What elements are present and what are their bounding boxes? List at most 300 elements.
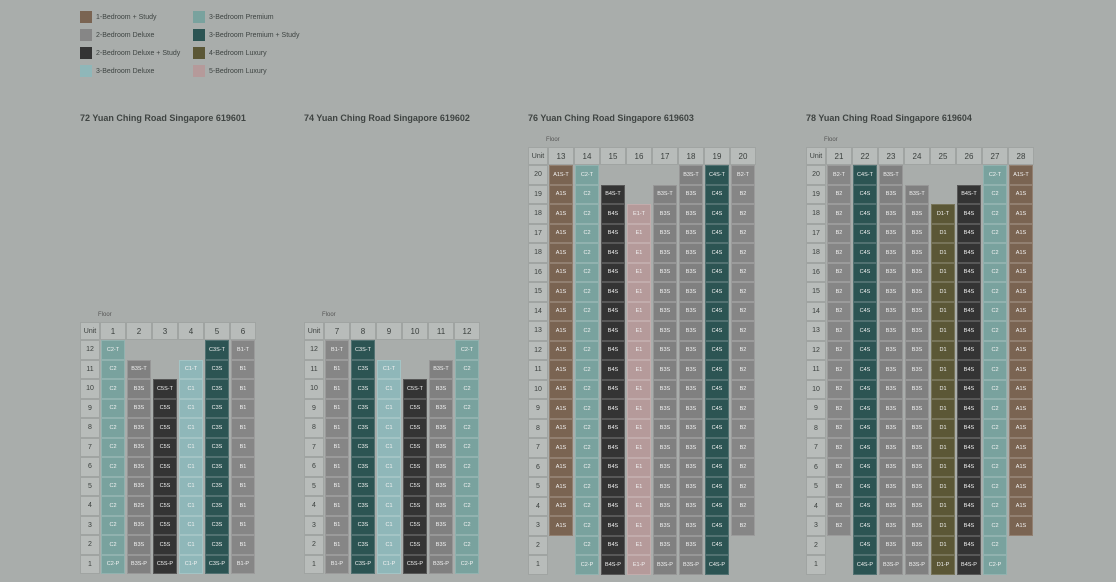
- unit-cell[interactable]: C2: [575, 243, 599, 263]
- unit-cell[interactable]: B3S: [679, 536, 703, 556]
- unit-cell[interactable]: B3S: [679, 243, 703, 263]
- unit-cell[interactable]: B3S: [127, 399, 151, 419]
- unit-cell[interactable]: C4S: [705, 458, 729, 478]
- unit-cell[interactable]: B4S: [601, 497, 625, 517]
- unit-cell[interactable]: B4S: [957, 419, 981, 439]
- unit-cell[interactable]: B1: [231, 418, 255, 438]
- unit-cell[interactable]: B4S: [601, 477, 625, 497]
- unit-cell[interactable]: A1S: [1009, 360, 1033, 380]
- unit-cell[interactable]: C2: [575, 302, 599, 322]
- unit-cell[interactable]: A1S: [549, 185, 573, 205]
- unit-cell[interactable]: A1S: [1009, 419, 1033, 439]
- unit-cell[interactable]: A1S: [1009, 341, 1033, 361]
- unit-cell[interactable]: C4S: [705, 263, 729, 283]
- unit-cell[interactable]: B2: [731, 243, 755, 263]
- unit-cell[interactable]: B3S: [429, 477, 453, 497]
- unit-cell[interactable]: C2: [983, 204, 1007, 224]
- unit-cell[interactable]: B3S: [879, 341, 903, 361]
- unit-cell[interactable]: B3S: [679, 204, 703, 224]
- unit-cell[interactable]: C2: [983, 360, 1007, 380]
- unit-cell[interactable]: B3S: [653, 302, 677, 322]
- unit-cell[interactable]: A1S: [1009, 497, 1033, 517]
- unit-cell[interactable]: B2: [731, 341, 755, 361]
- unit-cell[interactable]: C3S: [205, 360, 229, 380]
- unit-cell[interactable]: A1S: [549, 204, 573, 224]
- unit-cell[interactable]: B3S: [429, 438, 453, 458]
- unit-cell[interactable]: E1-P: [627, 555, 651, 575]
- unit-cell[interactable]: C4S: [705, 243, 729, 263]
- unit-cell[interactable]: B3S: [653, 204, 677, 224]
- unit-cell[interactable]: B3S: [905, 321, 929, 341]
- unit-cell[interactable]: C2: [983, 263, 1007, 283]
- unit-cell[interactable]: C2: [575, 536, 599, 556]
- unit-cell[interactable]: B1-T: [231, 340, 255, 360]
- unit-cell[interactable]: C4S: [853, 516, 877, 536]
- unit-cell[interactable]: A1S: [1009, 224, 1033, 244]
- unit-cell[interactable]: C2: [983, 516, 1007, 536]
- unit-cell[interactable]: C2: [983, 302, 1007, 322]
- unit-cell[interactable]: B2: [731, 477, 755, 497]
- unit-cell[interactable]: C4S: [853, 438, 877, 458]
- unit-cell[interactable]: C4S: [853, 321, 877, 341]
- unit-cell[interactable]: B3S-T: [429, 360, 453, 380]
- unit-cell[interactable]: C4S: [705, 497, 729, 517]
- unit-cell[interactable]: B2: [827, 204, 851, 224]
- unit-cell[interactable]: C3S: [205, 399, 229, 419]
- unit-cell[interactable]: B2: [731, 399, 755, 419]
- unit-cell[interactable]: C2: [101, 438, 125, 458]
- unit-cell[interactable]: C5S: [153, 496, 177, 516]
- unit-cell[interactable]: B3S: [679, 438, 703, 458]
- unit-cell[interactable]: C2: [455, 438, 479, 458]
- unit-cell[interactable]: B3S: [905, 477, 929, 497]
- unit-cell[interactable]: B1: [325, 535, 349, 555]
- unit-cell[interactable]: C1: [377, 418, 401, 438]
- unit-cell[interactable]: C2: [983, 458, 1007, 478]
- unit-cell[interactable]: C4S: [853, 419, 877, 439]
- unit-cell[interactable]: B3S: [679, 282, 703, 302]
- unit-cell[interactable]: C2-T: [101, 340, 125, 360]
- unit-cell[interactable]: B3S: [653, 497, 677, 517]
- unit-cell[interactable]: C4S: [705, 302, 729, 322]
- unit-cell[interactable]: B3S: [653, 360, 677, 380]
- unit-cell[interactable]: B3S: [879, 477, 903, 497]
- unit-cell[interactable]: C5S-P: [153, 555, 177, 575]
- unit-cell[interactable]: B4S: [957, 458, 981, 478]
- unit-cell[interactable]: A1S: [549, 438, 573, 458]
- unit-cell[interactable]: C2: [983, 185, 1007, 205]
- unit-cell[interactable]: B3S: [429, 418, 453, 438]
- unit-cell[interactable]: B4S: [601, 282, 625, 302]
- unit-cell[interactable]: C5S: [153, 399, 177, 419]
- unit-cell[interactable]: C3S: [205, 496, 229, 516]
- unit-cell[interactable]: B3S: [905, 380, 929, 400]
- unit-cell[interactable]: B1-P: [325, 555, 349, 575]
- unit-cell[interactable]: B4S: [957, 341, 981, 361]
- unit-cell[interactable]: B3S: [127, 535, 151, 555]
- unit-cell[interactable]: C3S: [351, 438, 375, 458]
- unit-cell[interactable]: B4S: [957, 224, 981, 244]
- unit-cell[interactable]: C4S: [705, 282, 729, 302]
- unit-cell[interactable]: B4S: [957, 263, 981, 283]
- unit-cell[interactable]: B2: [731, 185, 755, 205]
- unit-cell[interactable]: C1: [377, 399, 401, 419]
- unit-cell[interactable]: B4S: [601, 419, 625, 439]
- unit-cell[interactable]: C5S: [153, 438, 177, 458]
- unit-cell[interactable]: B2: [731, 497, 755, 517]
- unit-cell[interactable]: A1S: [549, 399, 573, 419]
- unit-cell[interactable]: C2: [575, 380, 599, 400]
- unit-cell[interactable]: B4S: [957, 380, 981, 400]
- unit-cell[interactable]: A1S: [1009, 321, 1033, 341]
- unit-cell[interactable]: C2: [455, 360, 479, 380]
- unit-cell[interactable]: C3S-P: [351, 555, 375, 575]
- unit-cell[interactable]: C5S-P: [403, 555, 427, 575]
- unit-cell[interactable]: C2: [983, 380, 1007, 400]
- unit-cell[interactable]: E1-T: [627, 204, 651, 224]
- unit-cell[interactable]: B3S: [905, 263, 929, 283]
- unit-cell[interactable]: C4S: [705, 341, 729, 361]
- unit-cell[interactable]: B3S: [679, 497, 703, 517]
- unit-cell[interactable]: C5S: [403, 418, 427, 438]
- unit-cell[interactable]: B4S: [957, 477, 981, 497]
- unit-cell[interactable]: C5S-T: [153, 379, 177, 399]
- unit-cell[interactable]: B1: [325, 360, 349, 380]
- unit-cell[interactable]: B4S: [601, 536, 625, 556]
- unit-cell[interactable]: B3S: [679, 263, 703, 283]
- unit-cell[interactable]: B3S: [905, 458, 929, 478]
- unit-cell[interactable]: B3S: [879, 399, 903, 419]
- unit-cell[interactable]: B2: [827, 380, 851, 400]
- unit-cell[interactable]: A1S: [1009, 204, 1033, 224]
- unit-cell[interactable]: B4S: [601, 380, 625, 400]
- unit-cell[interactable]: B3S-T: [679, 165, 703, 185]
- unit-cell[interactable]: B2: [731, 224, 755, 244]
- unit-cell[interactable]: C3S: [351, 496, 375, 516]
- unit-cell[interactable]: B3S: [879, 380, 903, 400]
- unit-cell[interactable]: C4S: [705, 536, 729, 556]
- unit-cell[interactable]: C2: [575, 341, 599, 361]
- unit-cell[interactable]: B4S: [957, 516, 981, 536]
- unit-cell[interactable]: B3S: [905, 360, 929, 380]
- unit-cell[interactable]: E1: [627, 477, 651, 497]
- unit-cell[interactable]: E1: [627, 224, 651, 244]
- unit-cell[interactable]: B2: [827, 263, 851, 283]
- unit-cell[interactable]: C5S: [153, 516, 177, 536]
- unit-cell[interactable]: C5S: [153, 477, 177, 497]
- unit-cell[interactable]: C3S: [205, 418, 229, 438]
- unit-cell[interactable]: C1-T: [179, 360, 203, 380]
- unit-cell[interactable]: C1: [179, 496, 203, 516]
- unit-cell[interactable]: B3S: [905, 516, 929, 536]
- unit-cell[interactable]: B4S: [601, 458, 625, 478]
- unit-cell[interactable]: E1: [627, 263, 651, 283]
- unit-cell[interactable]: C2: [455, 418, 479, 438]
- unit-cell[interactable]: B3S: [879, 360, 903, 380]
- unit-cell[interactable]: B3S: [905, 497, 929, 517]
- unit-cell[interactable]: C4S-T: [705, 165, 729, 185]
- unit-cell[interactable]: B4S: [957, 321, 981, 341]
- unit-cell[interactable]: C2: [575, 263, 599, 283]
- unit-cell[interactable]: C4S: [705, 321, 729, 341]
- unit-cell[interactable]: E1: [627, 341, 651, 361]
- unit-cell[interactable]: B1: [231, 360, 255, 380]
- unit-cell[interactable]: C4S: [853, 497, 877, 517]
- unit-cell[interactable]: D1: [931, 399, 955, 419]
- unit-cell[interactable]: B3S: [429, 535, 453, 555]
- unit-cell[interactable]: B4S: [601, 243, 625, 263]
- unit-cell[interactable]: B4S: [957, 536, 981, 556]
- unit-cell[interactable]: C3S: [351, 360, 375, 380]
- unit-cell[interactable]: B1: [231, 379, 255, 399]
- unit-cell[interactable]: B3S: [653, 321, 677, 341]
- unit-cell[interactable]: D1-P: [931, 555, 955, 575]
- unit-cell[interactable]: C2: [101, 399, 125, 419]
- unit-cell[interactable]: B4S: [957, 497, 981, 517]
- unit-cell[interactable]: C2: [983, 282, 1007, 302]
- unit-cell[interactable]: C1: [179, 418, 203, 438]
- unit-cell[interactable]: E1: [627, 243, 651, 263]
- unit-cell[interactable]: B3S: [905, 302, 929, 322]
- unit-cell[interactable]: C1: [377, 496, 401, 516]
- unit-cell[interactable]: B3S-P: [905, 555, 929, 575]
- unit-cell[interactable]: B3S: [679, 516, 703, 536]
- unit-cell[interactable]: D1-T: [931, 204, 955, 224]
- unit-cell[interactable]: B3S: [679, 477, 703, 497]
- unit-cell[interactable]: C2-P: [101, 555, 125, 575]
- unit-cell[interactable]: C1: [179, 457, 203, 477]
- unit-cell[interactable]: C4S: [705, 204, 729, 224]
- unit-cell[interactable]: C2: [983, 399, 1007, 419]
- unit-cell[interactable]: C4S-P: [853, 555, 877, 575]
- unit-cell[interactable]: B4S-P: [601, 555, 625, 575]
- unit-cell[interactable]: B3S: [905, 399, 929, 419]
- unit-cell[interactable]: A1S-T: [1009, 165, 1033, 185]
- unit-cell[interactable]: C2-T: [983, 165, 1007, 185]
- unit-cell[interactable]: A1S: [549, 302, 573, 322]
- unit-cell[interactable]: B4S: [601, 341, 625, 361]
- unit-cell[interactable]: B3S: [679, 185, 703, 205]
- unit-cell[interactable]: C2: [575, 224, 599, 244]
- unit-cell[interactable]: B4S: [601, 224, 625, 244]
- unit-cell[interactable]: B2: [827, 302, 851, 322]
- unit-cell[interactable]: B2: [731, 438, 755, 458]
- unit-cell[interactable]: B3S: [653, 438, 677, 458]
- unit-cell[interactable]: B3S-T: [905, 185, 929, 205]
- unit-cell[interactable]: B3S: [653, 477, 677, 497]
- unit-cell[interactable]: B4S-T: [601, 185, 625, 205]
- unit-cell[interactable]: C1: [179, 516, 203, 536]
- unit-cell[interactable]: B3S: [429, 516, 453, 536]
- unit-cell[interactable]: B3S: [879, 282, 903, 302]
- unit-cell[interactable]: A1S: [549, 321, 573, 341]
- unit-cell[interactable]: C1-T: [377, 360, 401, 380]
- unit-cell[interactable]: B3S: [127, 457, 151, 477]
- unit-cell[interactable]: B4S: [957, 438, 981, 458]
- unit-cell[interactable]: A1S: [549, 516, 573, 536]
- unit-cell[interactable]: B3S: [653, 224, 677, 244]
- unit-cell[interactable]: A1S: [1009, 185, 1033, 205]
- unit-cell[interactable]: B3S: [905, 224, 929, 244]
- unit-cell[interactable]: B1: [325, 496, 349, 516]
- unit-cell[interactable]: B4S: [957, 204, 981, 224]
- unit-cell[interactable]: D1: [931, 477, 955, 497]
- unit-cell[interactable]: D1: [931, 263, 955, 283]
- unit-cell[interactable]: C5S: [403, 477, 427, 497]
- unit-cell[interactable]: B4S: [601, 302, 625, 322]
- unit-cell[interactable]: B3S: [653, 380, 677, 400]
- unit-cell[interactable]: D1: [931, 282, 955, 302]
- unit-cell[interactable]: B4S: [957, 243, 981, 263]
- unit-cell[interactable]: C3S: [205, 516, 229, 536]
- unit-cell[interactable]: B3S: [653, 341, 677, 361]
- unit-cell[interactable]: B1: [325, 438, 349, 458]
- unit-cell[interactable]: B1: [231, 496, 255, 516]
- unit-cell[interactable]: B3S-T: [879, 165, 903, 185]
- unit-cell[interactable]: C3S: [205, 535, 229, 555]
- unit-cell[interactable]: A1S: [1009, 477, 1033, 497]
- unit-cell[interactable]: C2: [983, 224, 1007, 244]
- unit-cell[interactable]: B3S-P: [879, 555, 903, 575]
- unit-cell[interactable]: B3S: [679, 321, 703, 341]
- unit-cell[interactable]: B4S: [601, 321, 625, 341]
- unit-cell[interactable]: C5S-T: [403, 379, 427, 399]
- unit-cell[interactable]: C2: [575, 497, 599, 517]
- unit-cell[interactable]: C3S: [351, 477, 375, 497]
- unit-cell[interactable]: C2: [983, 419, 1007, 439]
- unit-cell[interactable]: C2-P: [983, 555, 1007, 575]
- unit-cell[interactable]: B1: [325, 457, 349, 477]
- unit-cell[interactable]: D1: [931, 341, 955, 361]
- unit-cell[interactable]: C4S: [705, 224, 729, 244]
- unit-cell[interactable]: B3S: [653, 419, 677, 439]
- unit-cell[interactable]: B3S: [429, 379, 453, 399]
- unit-cell[interactable]: D1: [931, 321, 955, 341]
- unit-cell[interactable]: A1S: [1009, 282, 1033, 302]
- unit-cell[interactable]: C2-P: [575, 555, 599, 575]
- unit-cell[interactable]: B3S: [679, 302, 703, 322]
- unit-cell[interactable]: B3S: [879, 419, 903, 439]
- unit-cell[interactable]: C3S: [351, 535, 375, 555]
- unit-cell[interactable]: C5S: [403, 535, 427, 555]
- unit-cell[interactable]: B4S: [601, 438, 625, 458]
- unit-cell[interactable]: C4S: [853, 243, 877, 263]
- unit-cell[interactable]: C2-T: [455, 340, 479, 360]
- unit-cell[interactable]: B2: [827, 458, 851, 478]
- unit-cell[interactable]: C2: [455, 399, 479, 419]
- unit-cell[interactable]: C1: [179, 438, 203, 458]
- unit-cell[interactable]: C2: [101, 516, 125, 536]
- unit-cell[interactable]: E1: [627, 282, 651, 302]
- unit-cell[interactable]: B2-T: [731, 165, 755, 185]
- unit-cell[interactable]: B3S: [429, 457, 453, 477]
- unit-cell[interactable]: B2: [731, 321, 755, 341]
- unit-cell[interactable]: C3S: [351, 418, 375, 438]
- unit-cell[interactable]: C2: [575, 477, 599, 497]
- unit-cell[interactable]: B1: [325, 399, 349, 419]
- unit-cell[interactable]: B2: [731, 204, 755, 224]
- unit-cell[interactable]: B3S: [429, 399, 453, 419]
- unit-cell[interactable]: C4S: [853, 185, 877, 205]
- unit-cell[interactable]: C1: [377, 379, 401, 399]
- unit-cell[interactable]: D1: [931, 438, 955, 458]
- unit-cell[interactable]: D1: [931, 419, 955, 439]
- unit-cell[interactable]: E1: [627, 458, 651, 478]
- unit-cell[interactable]: C4S: [853, 341, 877, 361]
- unit-cell[interactable]: B3S: [679, 360, 703, 380]
- unit-cell[interactable]: C4S: [853, 282, 877, 302]
- unit-cell[interactable]: D1: [931, 380, 955, 400]
- unit-cell[interactable]: A1S: [1009, 380, 1033, 400]
- unit-cell[interactable]: B3S: [879, 243, 903, 263]
- unit-cell[interactable]: B3S: [653, 516, 677, 536]
- unit-cell[interactable]: C4S: [853, 458, 877, 478]
- unit-cell[interactable]: C3S-T: [205, 340, 229, 360]
- unit-cell[interactable]: C2: [101, 457, 125, 477]
- unit-cell[interactable]: C5S: [403, 438, 427, 458]
- unit-cell[interactable]: B1: [231, 516, 255, 536]
- unit-cell[interactable]: C2: [983, 477, 1007, 497]
- unit-cell[interactable]: C4S: [853, 204, 877, 224]
- unit-cell[interactable]: B3S: [679, 419, 703, 439]
- unit-cell[interactable]: C2: [455, 516, 479, 536]
- unit-cell[interactable]: C2: [455, 496, 479, 516]
- unit-cell[interactable]: C2: [101, 535, 125, 555]
- unit-cell[interactable]: B2: [827, 185, 851, 205]
- unit-cell[interactable]: C2: [983, 243, 1007, 263]
- unit-cell[interactable]: B3S: [653, 282, 677, 302]
- unit-cell[interactable]: B4S: [957, 282, 981, 302]
- unit-cell[interactable]: C5S: [153, 457, 177, 477]
- unit-cell[interactable]: B2-T: [827, 165, 851, 185]
- unit-cell[interactable]: B1: [325, 379, 349, 399]
- unit-cell[interactable]: B4S-P: [957, 555, 981, 575]
- unit-cell[interactable]: B2: [827, 282, 851, 302]
- unit-cell[interactable]: B1-P: [231, 555, 255, 575]
- unit-cell[interactable]: C3S: [351, 379, 375, 399]
- unit-cell[interactable]: B1: [231, 399, 255, 419]
- unit-cell[interactable]: B3S-P: [679, 555, 703, 575]
- unit-cell[interactable]: B3S: [905, 438, 929, 458]
- unit-cell[interactable]: A1S: [549, 243, 573, 263]
- unit-cell[interactable]: C2: [455, 535, 479, 555]
- unit-cell[interactable]: D1: [931, 243, 955, 263]
- unit-cell[interactable]: B3S: [905, 282, 929, 302]
- unit-cell[interactable]: C5S: [403, 399, 427, 419]
- unit-cell[interactable]: C4S: [705, 438, 729, 458]
- unit-cell[interactable]: B3S: [679, 399, 703, 419]
- unit-cell[interactable]: B3S: [879, 497, 903, 517]
- unit-cell[interactable]: B3S: [127, 516, 151, 536]
- unit-cell[interactable]: C2: [455, 379, 479, 399]
- unit-cell[interactable]: C2: [575, 282, 599, 302]
- unit-cell[interactable]: A1S: [549, 477, 573, 497]
- unit-cell[interactable]: C3S: [351, 457, 375, 477]
- unit-cell[interactable]: C3S-P: [205, 555, 229, 575]
- unit-cell[interactable]: B3S-P: [429, 555, 453, 575]
- unit-cell[interactable]: C4S: [853, 399, 877, 419]
- unit-cell[interactable]: C4S: [705, 399, 729, 419]
- unit-cell[interactable]: C4S: [853, 360, 877, 380]
- unit-cell[interactable]: C1: [179, 399, 203, 419]
- unit-cell[interactable]: B2: [827, 341, 851, 361]
- unit-cell[interactable]: B3S: [127, 418, 151, 438]
- unit-cell[interactable]: C3S: [351, 399, 375, 419]
- unit-cell[interactable]: C2: [101, 379, 125, 399]
- unit-cell[interactable]: B2: [827, 497, 851, 517]
- unit-cell[interactable]: C5S: [153, 535, 177, 555]
- unit-cell[interactable]: B3S: [679, 380, 703, 400]
